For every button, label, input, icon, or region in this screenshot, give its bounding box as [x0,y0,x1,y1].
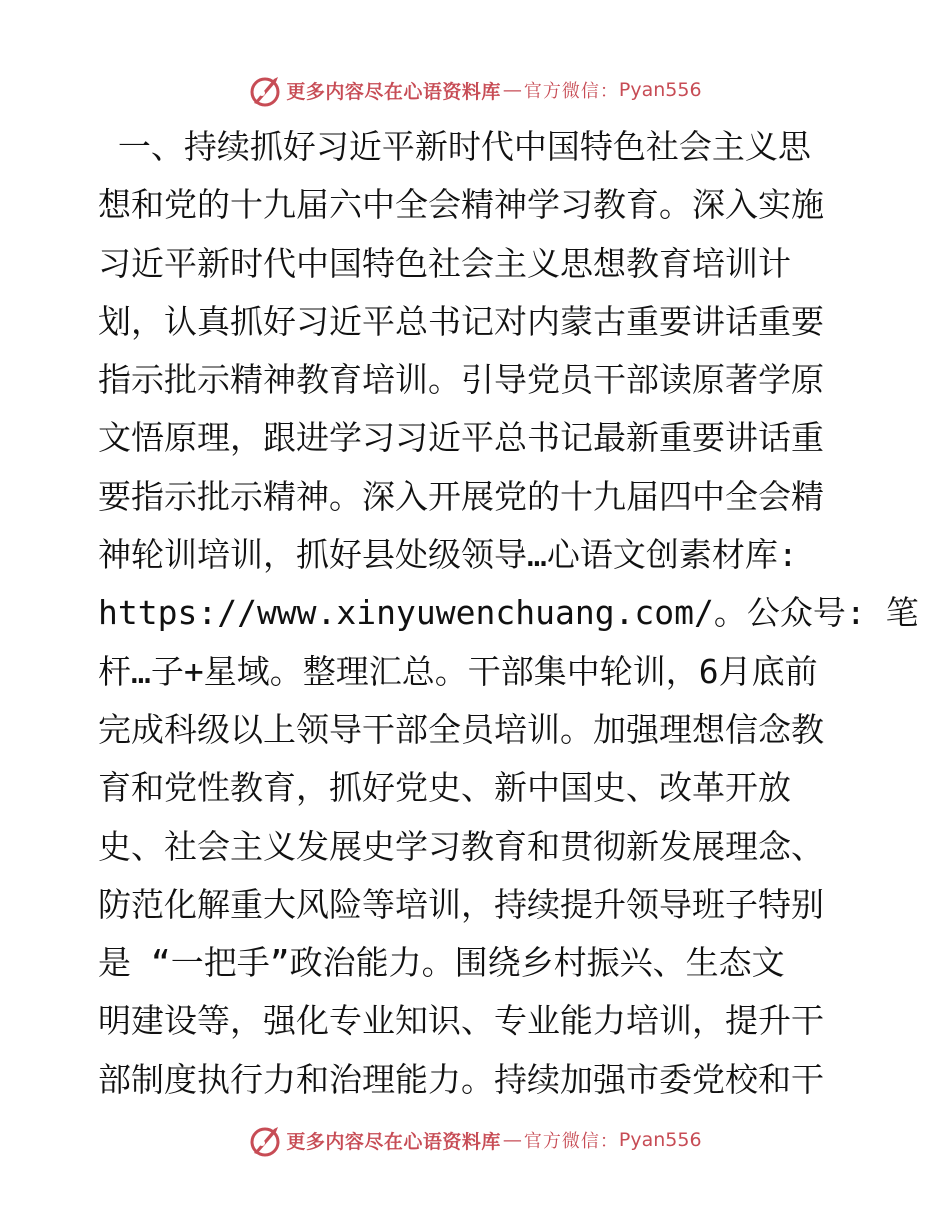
text-line: 完成科级以上领导干部全员培训。加强理想信念教 [98,709,824,749]
text-line: 防范化解重大风险等培训，持续提升领导班子特别 [98,884,824,924]
text-line: 杆…子+星域。整理汇总。干部集中轮训，6月底前 [98,651,818,691]
text-line: 部制度执行力和治理能力。持续加强市委党校和干 [98,1059,824,1099]
banner-account: Pyan556 [618,79,702,101]
text-line: 明建设等，强化专业知识、专业能力培训，提升干 [98,1001,824,1041]
text-line: 是 “一把手”政治能力。围绕乡村振兴、生态文 [98,943,785,983]
text-line: 要指示批示精神。深入开展党的十九届四中全会精 [98,476,824,516]
text-line: 习近平新时代中国特色社会主义思想教育培训计 [98,243,791,283]
document-body [98,118,919,1109]
banner-slogan: 更多内容尽在心语资料库 [286,80,501,103]
quill-pen-logo-icon [248,73,282,107]
banner-dash: — [502,1129,522,1151]
header-banner [0,70,950,110]
text-line: https://www.xinyuwenchuang.com/。公众号: 笔 [98,593,919,633]
text-line: 文悟原理，跟进学习习近平总书记最新重要讲话重 [98,418,824,458]
text-line: 史、社会主义发展史学习教育和贯彻新发展理念、 [98,826,824,866]
text-line: 神轮训培训，抓好县处级领导…心语文创素材库: [98,535,798,575]
text-line: 指示批示精神教育培训。引导党员干部读原著学原 [98,360,824,400]
text-line: 育和党性教育，抓好党史、新中国史、改革开放 [98,768,791,808]
banner-account: Pyan556 [618,1129,702,1151]
banner-official-label: 官方微信： [523,1131,619,1152]
footer-banner [0,1120,950,1160]
banner-dash: — [502,79,522,101]
banner-official-label: 官方微信： [523,81,619,102]
quill-pen-logo-icon [248,1123,282,1157]
text-line: 一、持续抓好习近平新时代中国特色社会主义思 [98,127,811,166]
text-line: 想和党的十九届六中全会精神学习教育。深入实施 [98,185,824,225]
text-line: 划，认真抓好习近平总书记对内蒙古重要讲话重要 [98,301,824,341]
banner-slogan: 更多内容尽在心语资料库 [286,1130,501,1153]
